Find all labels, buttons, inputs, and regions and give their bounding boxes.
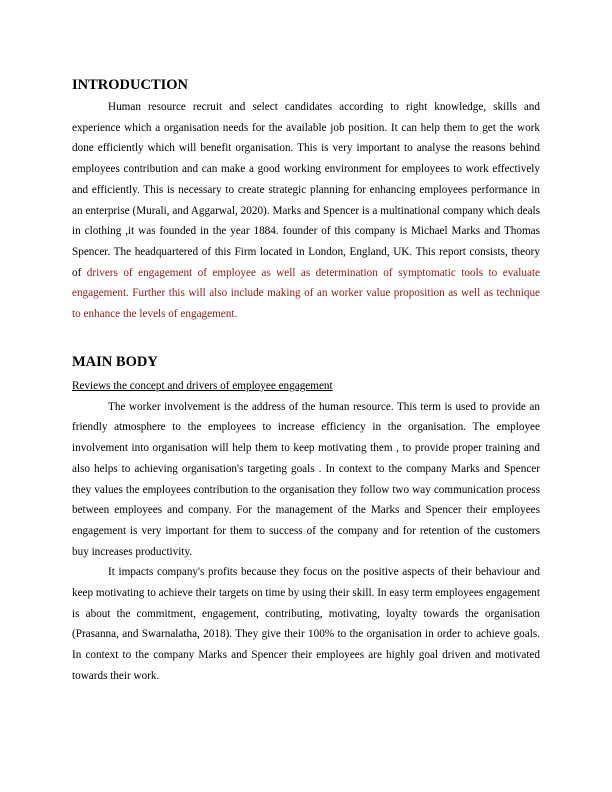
main-body-heading: MAIN BODY [72,353,158,370]
introduction-heading: INTRODUCTION [72,77,189,93]
main-body-paragraph-2: It impacts company's profits because they focus on the positive aspects of their behaviour and keep motivating to achieve their targets on time by using their skill. In easy term employees engagement is about the commitment, engagement, contributing, motivating, loyalty towards the organisation (Prasanna, and Swarnalatha, 2018). They give their 100% to the organisation in order to achieve goals. In context to the company Marks and Spencer their employees are highly goal driven and motivated towards their work. [72,566,540,682]
section-subheading: Reviews the concept and drivers of employee engagement [72,379,333,392]
introduction-highlighted-text: drivers of engagement of employee as well as determination of symptomatic tools to evaluate engagement. Further this will also include making of an worker value proposition as well as technique to enhance the levels of engagement. [72,266,540,321]
document-page [72,76,540,687]
introduction-text: Human resource recruit and select candidates according to right knowledge, skills and experience which a organisation needs for the available job position. It can help them to get the work done efficiently which will benefit organisation. This is very important to analyse the reasons behind employees contribution and can make a good working environment for employees to work effectively and efficiently. This is necessary to create strategic planning for enhancing employees performance in an enterprise (Murali, and Aggarwal, 2020). Marks and Spencer is a multinational company which deals in clothing ,it was founded in the year 1884. founder of this company is Michael Marks and Thomas Spencer. The headquartered of this Firm located in London, England, UK. This report consists, theory of [72,101,540,279]
main-body-paragraph-1: The worker involvement is the address of the human resource. This term is used to provide an friendly atmosphere to the employees to increase efficiency in the organisation. The employee involvement into organisation will help them to keep motivating them , to provide proper training and also helps to achieving organisation's targeting goals . In context to the company Marks and Spencer they values the employees contribution to the organisation they follow two way communication process between employees and company. For the management of the Marks and Spencer their employees engagement is very important for them to success of the company and for retention of the customers buy increases productivity. [72,400,540,558]
introduction-paragraph [72,97,540,325]
